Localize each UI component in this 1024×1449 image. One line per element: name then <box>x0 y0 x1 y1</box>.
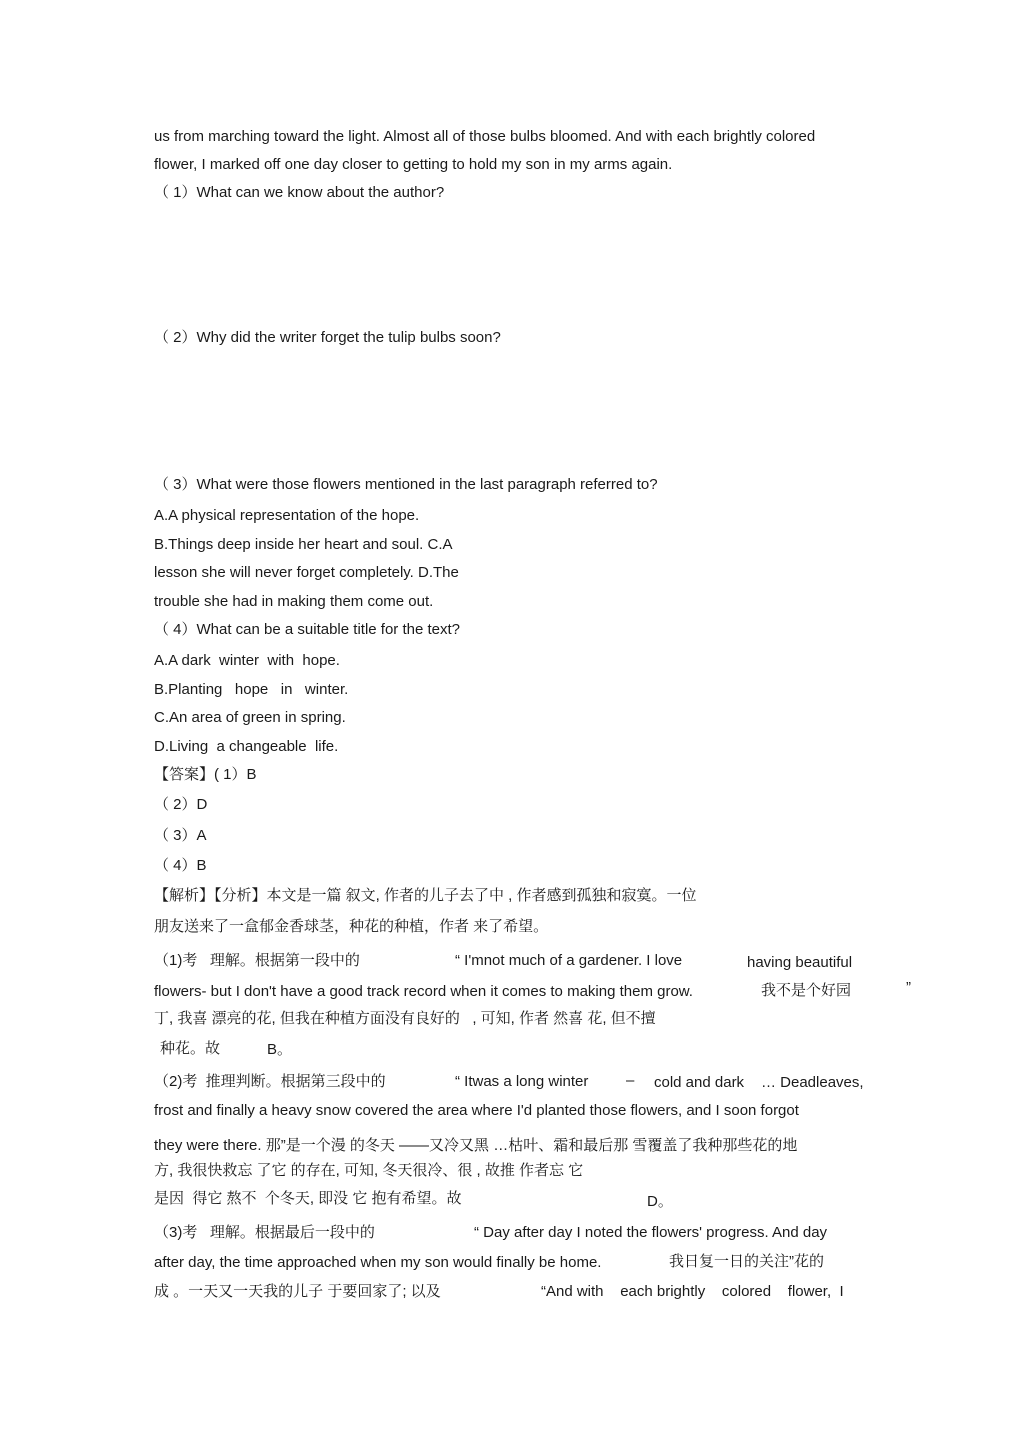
analysis-segment: 我不是个好园 <box>761 982 852 999</box>
option-line: B.Things deep inside her heart and soul. C.A <box>154 536 453 553</box>
analysis-segment: after day, the time approached when my son would finally be home. <box>154 1254 602 1271</box>
analysis-segment: （3)考 理解。根据最后一段中的 <box>154 1224 375 1241</box>
analysis-segment: （1)考 理解。根据第一段中的 <box>154 952 360 969</box>
analysis-line: 朋友送来了一盒郁金香球茎，种花的种植，作者 来了希望。 <box>154 918 549 935</box>
passage-line: flower, I marked off one day closer to getting to hold my son in my arms again. <box>154 156 673 173</box>
answer-line: （ 4）B <box>154 857 207 874</box>
analysis-segment: 是因 得它 熬不 个冬天, 即没 它 抱有希望。故 <box>154 1190 462 1207</box>
analysis-segment: “ Itwas a long winter <box>455 1073 589 1090</box>
analysis-segment: having beautiful <box>747 954 853 971</box>
question-4: （ 4）What can be a suitable title for the text? <box>154 621 460 638</box>
passage-line: us from marching toward the light. Almost all of those bulbs bloomed. And with each brightly colored <box>154 128 816 145</box>
question-2: （ 2）Why did the writer forget the tulip bulbs soon? <box>154 329 501 346</box>
analysis-segment: cold and dark <box>654 1074 745 1091</box>
option-line: A.A physical representation of the hope. <box>154 507 420 524</box>
analysis-segment: 成 。一天又一天我的儿子 于要回家了; 以及 <box>154 1283 441 1300</box>
option-line: trouble she had in making them come out. <box>154 593 434 610</box>
option-line: lesson she will never forget completely. D.The <box>154 564 459 581</box>
analysis-segment: 我日复一日的关注”花的 <box>669 1253 824 1270</box>
analysis-line: 【解析】【分析】本文是一篇 叙文, 作者的儿子去了中 , 作者感到孤独和寂寞。一位 <box>154 887 697 904</box>
answer-line: 【答案】( 1）B <box>154 766 257 783</box>
analysis-line: 方, 我很快救忘 了它 的存在, 可知, 冬天很冷、很 , 故推 作者忘 它 <box>154 1162 584 1179</box>
option-line: A.A dark winter with hope. <box>154 652 340 669</box>
analysis-segment: 种花。故 <box>160 1040 221 1057</box>
option-line: C.An area of green in spring. <box>154 709 346 726</box>
analysis-segment: flowers- but I don't have a good track record when it comes to making them grow. <box>154 983 693 1000</box>
analysis-segment: “ I'mnot much of a gardener. I love <box>455 952 683 969</box>
question-1: （ 1）What can we know about the author? <box>154 184 445 201</box>
analysis-segment: B。 <box>267 1041 293 1058</box>
analysis-segment: … Deadleaves, <box>761 1074 864 1091</box>
analysis-segment: （2)考 推理判断。根据第三段中的 <box>154 1073 386 1090</box>
analysis-line: they were there. 那”是一个漫 的冬天 ——又冷又黑 …枯叶、霜和最后那 雪覆盖了我种那些花的地 <box>154 1137 798 1154</box>
analysis-line: frost and finally a heavy snow covered the area where I'd planted those flowers, and I soon forgot <box>154 1102 799 1119</box>
analysis-segment: – <box>626 1072 635 1089</box>
option-line: B.Planting hope in winter. <box>154 681 349 698</box>
analysis-segment: ” <box>906 979 911 996</box>
analysis-line: 丁, 我喜 漂亮的花, 但我在种植方面没有良好的 , 可知, 作者 然喜 花, 但不擅 <box>154 1010 656 1027</box>
analysis-segment: “ Day after day I noted the flowers' progress. And day <box>474 1224 828 1241</box>
answer-line: （ 3）A <box>154 827 207 844</box>
analysis-segment: D。 <box>647 1193 673 1210</box>
analysis-segment: “And with each brightly colored flower, I <box>541 1283 844 1300</box>
option-line: D.Living a changeable life. <box>154 738 339 755</box>
question-3: （ 3）What were those flowers mentioned in the last paragraph referred to? <box>154 476 658 493</box>
answer-line: （ 2）D <box>154 796 208 813</box>
